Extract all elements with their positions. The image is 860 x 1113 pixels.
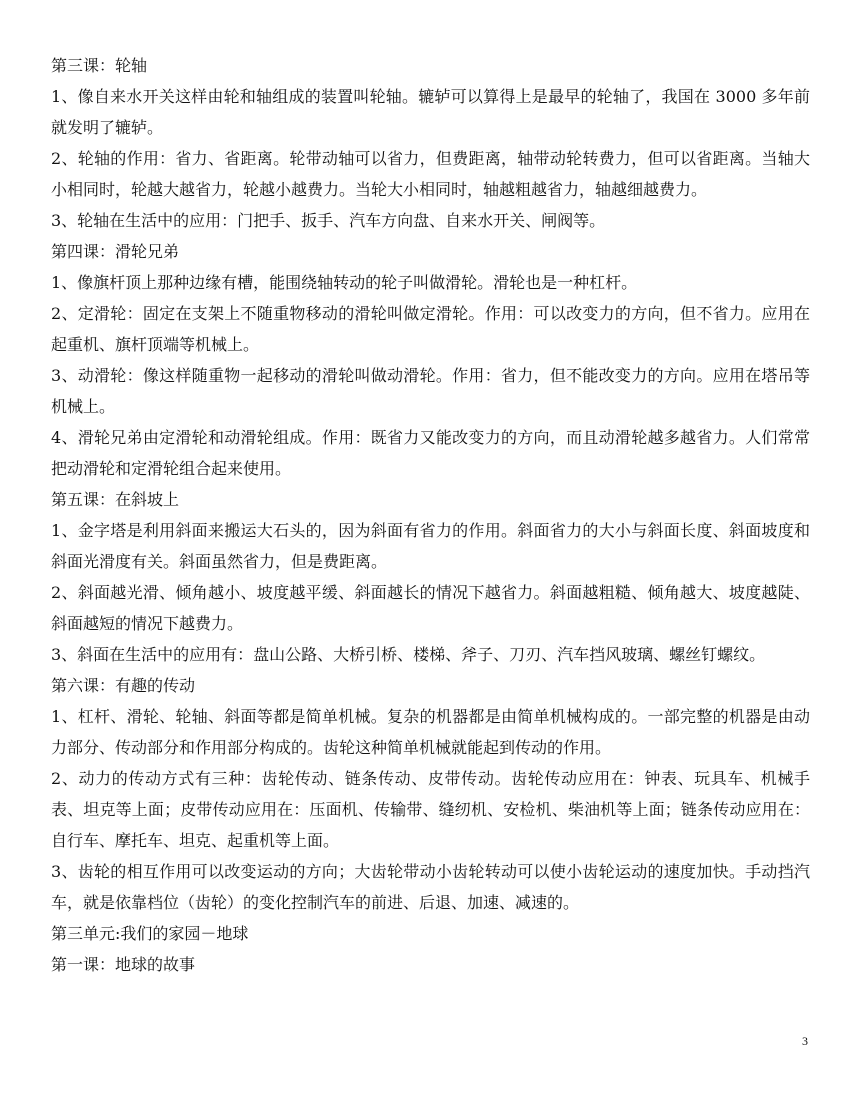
- lesson-heading: 第五课：在斜坡上: [51, 490, 180, 509]
- paragraph: 4、滑轮兄弟由定滑轮和动滑轮组成。作用：既省力又能改变力的方向，而且动滑轮越多越省力。人们常常把动滑轮和定滑轮组合起来使用。: [51, 428, 810, 478]
- unit-heading: 第三单元:我们的家园－地球: [51, 924, 249, 943]
- paragraph: 3、轮轴在生活中的应用：门把手、扳手、汽车方向盘、自来水开关、闸阀等。: [51, 211, 606, 230]
- lesson-heading: 第三课：轮轴: [51, 56, 148, 75]
- lesson-heading: 第四课：滑轮兄弟: [51, 242, 180, 261]
- paragraph: 2、动力的传动方式有三种：齿轮传动、链条传动、皮带传动。齿轮传动应用在：钟表、玩具车、机械手表、坦克等上面；皮带传动应用在：压面机、传输带、缝纫机、安检机、柴油机等上面；链条传动应用在：自行车、摩托车、坦克、起重机等上面。: [51, 769, 810, 850]
- paragraph: 1、像旗杆顶上那种边缘有槽，能围绕轴转动的轮子叫做滑轮。滑轮也是一种杠杆。: [51, 273, 638, 292]
- paragraph: 3、动滑轮：像这样随重物一起移动的滑轮叫做动滑轮。作用：省力，但不能改变力的方向。应用在塔吊等机械上。: [51, 366, 810, 416]
- paragraph: 1、杠杆、滑轮、轮轴、斜面等都是简单机械。复杂的机器都是由简单机械构成的。一部完整的机器是由动力部分、传动部分和作用部分构成的。齿轮这种简单机械就能起到传动的作用。: [51, 707, 810, 757]
- paragraph: 2、轮轴的作用：省力、省距离。轮带动轴可以省力，但费距离，轴带动轮转费力，但可以省距离。当轴大小相同时，轮越大越省力，轮越小越费力。当轮大小相同时，轴越粗越省力，轴越细越费力。: [51, 149, 810, 199]
- paragraph: 1、像自来水开关这样由轮和轴组成的装置叫轮轴。辘轳可以算得上是最早的轮轴了，我国在 3000 多年前就发明了辘轳。: [51, 87, 810, 137]
- paragraph: 3、斜面在生活中的应用有：盘山公路、大桥引桥、楼梯、斧子、刀刃、汽车挡风玻璃、螺丝钉螺纹。: [51, 645, 766, 664]
- document-body: [51, 50, 810, 980]
- paragraph: 3、齿轮的相互作用可以改变运动的方向；大齿轮带动小齿轮转动可以使小齿轮运动的速度加快。手动挡汽车，就是依靠档位（齿轮）的变化控制汽车的前进、后退、加速、减速的。: [51, 862, 810, 912]
- lesson-heading: 第一课：地球的故事: [51, 955, 196, 974]
- lesson-heading: 第六课：有趣的传动: [51, 676, 196, 695]
- page-number: 3: [802, 1034, 808, 1048]
- paragraph: 2、斜面越光滑、倾角越小、坡度越平缓、斜面越长的情况下越省力。斜面越粗糙、倾角越大、坡度越陡、斜面越短的情况下越费力。: [51, 583, 810, 633]
- paragraph: 1、金字塔是利用斜面来搬运大石头的，因为斜面有省力的作用。斜面省力的大小与斜面长度、斜面坡度和斜面光滑度有关。斜面虽然省力，但是费距离。: [51, 521, 810, 571]
- paragraph: 2、定滑轮：固定在支架上不随重物移动的滑轮叫做定滑轮。作用：可以改变力的方向，但不省力。应用在起重机、旗杆顶端等机械上。: [51, 304, 810, 354]
